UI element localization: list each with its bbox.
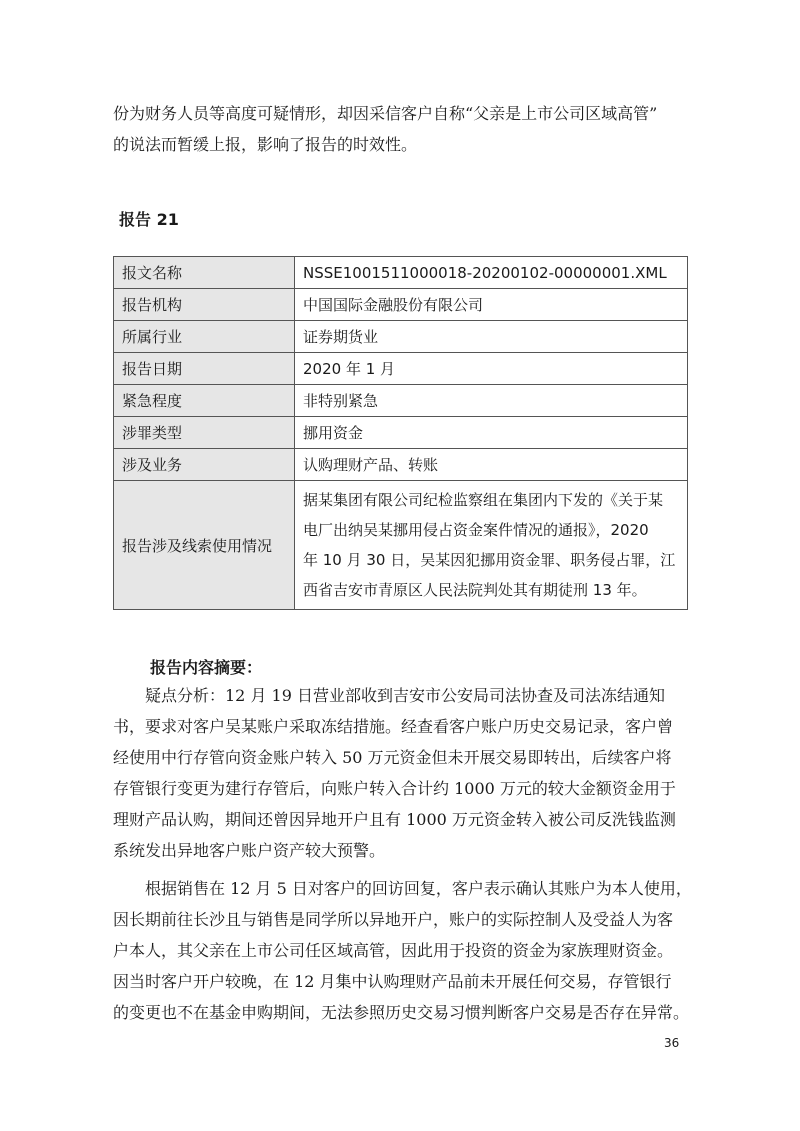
- para-line: 因长期前往长沙且与销售是同学所以异地开户，账户的实际控制人及受益人为客: [113, 910, 674, 929]
- table-row: [114, 257, 688, 289]
- table-row: [114, 321, 688, 353]
- row-label: 报告日期: [114, 353, 295, 385]
- summary-heading: 报告内容摘要：: [150, 658, 263, 677]
- clue-line: 年 10 月 30 日，吴某因犯挪用资金罪、职务侵占罪，江: [303, 551, 676, 569]
- row-value: 2020 年 1 月: [295, 353, 688, 385]
- para-line: 户本人，其父亲在上市公司任区域高管，因此用于投资的资金为家族理财资金。: [113, 941, 674, 960]
- intro-paragraph: [113, 98, 688, 160]
- intro-line: 份为财务人员等高度可疑情形，却因采信客户自称“父亲是上市公司区域高管”: [113, 104, 658, 123]
- report-heading: 报告 21: [119, 210, 179, 229]
- row-value: 非特别紧急: [295, 385, 688, 417]
- para-line: 书，要求对客户吴某账户采取冻结措施。经查看客户账户历史交易记录，客户曾: [113, 717, 674, 736]
- para-line: 系统发出异地客户账户资产较大预警。: [113, 841, 386, 860]
- para-line: 因当时客户开户较晚，在 12 月集中认购理财产品前未开展任何交易，存管银行: [113, 972, 672, 991]
- clue-line: 西省吉安市青原区人民法院判处其有期徒刑 13 年。: [303, 581, 647, 599]
- table-row: [114, 353, 688, 385]
- row-value: 挪用资金: [295, 417, 688, 449]
- para-line: 经使用中行存管向资金账户转入 50 万元资金但未开展交易即转出，后续客户将: [113, 748, 672, 767]
- row-value: 中国国际金融股份有限公司: [295, 289, 688, 321]
- row-label: 涉及业务: [114, 449, 295, 481]
- para-line: 存管银行变更为建行存管后，向账户转入合计约 1000 万元的较大金额资金用于: [113, 779, 676, 798]
- row-label: 报告机构: [114, 289, 295, 321]
- row-label: 紧急程度: [114, 385, 295, 417]
- clue-label: 报告涉及线索使用情况: [114, 481, 295, 610]
- intro-line: 的说法而暂缓上报，影响了报告的时效性。: [113, 135, 418, 154]
- clue-line: 据某集团有限公司纪检监察组在集团内下发的《关于某: [303, 491, 664, 509]
- table-row-clue: [114, 481, 688, 610]
- report-info-table: [113, 256, 688, 610]
- row-value: 证券期货业: [295, 321, 688, 353]
- row-label: 所属行业: [114, 321, 295, 353]
- followup-paragraph: [113, 873, 692, 1028]
- para-line: 的变更也不在基金申购期间，无法参照历史交易习惯判断客户交易是否存在异常。: [113, 1003, 690, 1022]
- table-row: [114, 289, 688, 321]
- row-value: NSSE1001511000018-20200102-00000001.XML: [295, 257, 688, 289]
- row-label: 涉罪类型: [114, 417, 295, 449]
- clue-line: 电厂出纳吴某挪用侵占资金案件情况的通报》，2020: [303, 521, 649, 539]
- suspicion-analysis-paragraph: [113, 680, 688, 866]
- table-row: [114, 417, 688, 449]
- table-row: [114, 385, 688, 417]
- table-row: [114, 449, 688, 481]
- page-number: 36: [664, 1036, 680, 1050]
- para-line: 根据销售在 12 月 5 日对客户的回访回复，客户表示确认其账户为本人使用，: [145, 879, 692, 898]
- para-line: 理财产品认购，期间还曾因异地开户且有 1000 万元资金转入被公司反洗钱监测: [113, 810, 676, 829]
- clue-value: [295, 481, 688, 610]
- para-line: 疑点分析：12 月 19 日营业部收到吉安市公安局司法协查及司法冻结通知: [145, 686, 665, 705]
- row-label: 报文名称: [114, 257, 295, 289]
- row-value: 认购理财产品、转账: [295, 449, 688, 481]
